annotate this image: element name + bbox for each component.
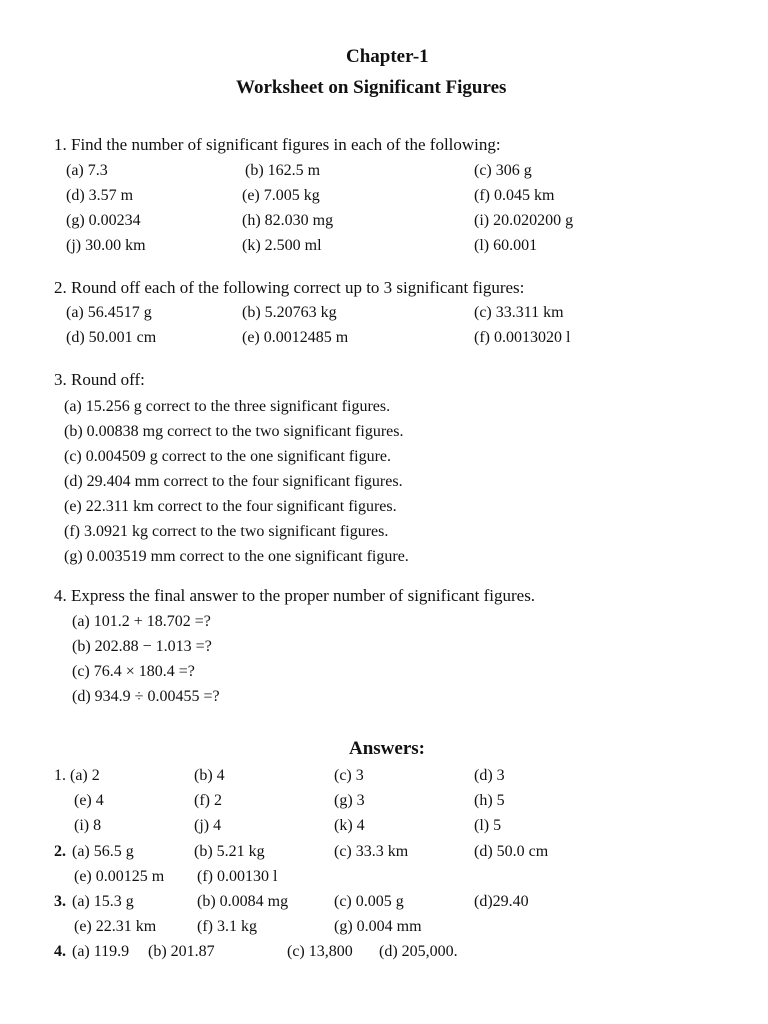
- q4-item-c: (c) 76.4 × 180.4 =?: [72, 663, 195, 680]
- q1-item-e: (e) 7.005 kg: [242, 187, 320, 204]
- a1-b: (b) 4: [194, 767, 225, 784]
- q4-item-d: (d) 934.9 ÷ 0.00455 =?: [72, 688, 220, 705]
- a1-f: (f) 2: [194, 792, 222, 809]
- q1-item-j: (j) 30.00 km: [66, 237, 146, 254]
- a2-e: (e) 0.00125 m: [74, 868, 165, 885]
- q2-item-d: (d) 50.001 cm: [66, 329, 157, 346]
- q1-item-i: (i) 20.020200 g: [474, 212, 574, 229]
- a1-i: (i) 8: [74, 817, 102, 834]
- question-4-heading: 4. Express the final answer to the proper number of significant figures.: [54, 586, 536, 605]
- question-2-heading: 2. Round off each of the following correct up to 3 significant figures:: [54, 278, 525, 297]
- worksheet-title: Worksheet on Significant Figures: [236, 77, 507, 98]
- answer-2-number: 2.: [54, 843, 66, 860]
- a1-g: (g) 3: [334, 792, 365, 809]
- q1-item-h: (h) 82.030 mg: [242, 212, 334, 229]
- a1-k: (k) 4: [334, 817, 365, 834]
- a3-e: (e) 22.31 km: [74, 918, 157, 935]
- answer-4-number: 4.: [54, 943, 66, 960]
- a1-j: (j) 4: [194, 817, 222, 834]
- q3-item-b: (b) 0.00838 mg correct to the two significant figures.: [64, 423, 404, 440]
- q2-item-a: (a) 56.4517 g: [66, 304, 152, 321]
- q3-item-e: (e) 22.311 km correct to the four significant figures.: [64, 498, 397, 515]
- a2-b: (b) 5.21 kg: [194, 843, 265, 860]
- a2-f: (f) 0.00130 l: [197, 868, 278, 885]
- a1-a: (a) 2: [70, 767, 100, 784]
- chapter-heading: Chapter-1: [346, 46, 429, 67]
- a1-e: (e) 4: [74, 792, 104, 809]
- a2-a: (a) 56.5 g: [72, 843, 134, 860]
- answer-3-number: 3.: [54, 893, 66, 910]
- answer-1-number: 1.: [54, 767, 66, 784]
- q1-item-l: (l) 60.001: [474, 237, 538, 254]
- question-1-heading: 1. Find the number of significant figures in each of the following:: [54, 135, 501, 154]
- q3-item-f: (f) 3.0921 kg correct to the two significant figures.: [64, 523, 389, 540]
- q3-item-c: (c) 0.004509 g correct to the one significant figure.: [64, 448, 391, 465]
- q1-item-k: (k) 2.500 ml: [242, 237, 322, 254]
- question-3-heading: 3. Round off:: [54, 370, 145, 389]
- q2-item-b: (b) 5.20763 kg: [242, 304, 337, 321]
- q2-item-f: (f) 0.0013020 l: [474, 329, 571, 346]
- a3-a: (a) 15.3 g: [72, 893, 134, 910]
- q1-item-b: (b) 162.5 m: [245, 162, 321, 179]
- q4-item-b: (b) 202.88 − 1.013 =?: [72, 638, 212, 655]
- a4-b: (b) 201.87: [148, 943, 215, 960]
- q4-item-a: (a) 101.2 + 18.702 =?: [72, 613, 211, 630]
- a4-d: (d) 205,000.: [379, 943, 458, 960]
- a3-c: (c) 0.005 g: [334, 893, 404, 910]
- a4-c: (c) 13,800: [287, 943, 353, 960]
- q3-item-a: (a) 15.256 g correct to the three significant figures.: [64, 398, 391, 415]
- q1-item-a: (a) 7.3: [66, 162, 108, 179]
- a1-h: (h) 5: [474, 792, 505, 809]
- a4-a: (a) 119.9: [72, 943, 130, 960]
- a3-f: (f) 3.1 kg: [197, 918, 257, 935]
- q2-item-c: (c) 33.311 km: [474, 304, 564, 321]
- a3-b: (b) 0.0084 mg: [197, 893, 289, 910]
- q1-item-c: (c) 306 g: [474, 162, 532, 179]
- a3-d: (d)29.40: [474, 893, 529, 910]
- a1-l: (l) 5: [474, 817, 502, 834]
- q3-item-d: (d) 29.404 mm correct to the four significant figures.: [64, 473, 403, 490]
- a1-d: (d) 3: [474, 767, 505, 784]
- a2-c: (c) 33.3 km: [334, 843, 409, 860]
- a2-d: (d) 50.0 cm: [474, 843, 549, 860]
- answers-heading: Answers:: [349, 738, 425, 759]
- q1-item-f: (f) 0.045 km: [474, 187, 555, 204]
- a1-c: (c) 3: [334, 767, 364, 784]
- a3-g: (g) 0.004 mm: [334, 918, 422, 935]
- q3-item-g: (g) 0.003519 mm correct to the one significant figure.: [64, 548, 409, 565]
- q1-item-d: (d) 3.57 m: [66, 187, 134, 204]
- q1-item-g: (g) 0.00234: [66, 212, 141, 229]
- q2-item-e: (e) 0.0012485 m: [242, 329, 349, 346]
